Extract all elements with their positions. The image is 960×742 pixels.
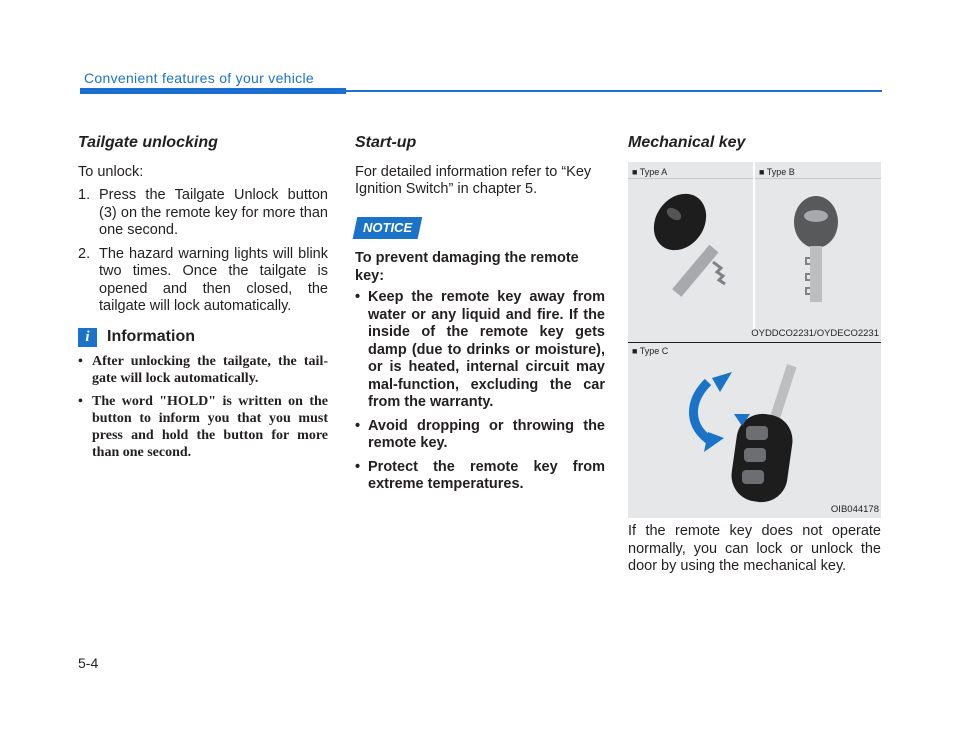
information-item: • After unlocking the tailgate, the tail-gate will lock automatically. [78,353,328,387]
key-type-c-figure [628,342,881,518]
tailgate-heading: Tailgate unlocking [78,134,218,151]
mechanical-key-text: If the remote key does not operate normally, you can lock or unlock the door by using the mechanical key. [628,523,881,574]
step-item [78,187,328,240]
mechanical-key-illustration [628,162,881,330]
mechanical-key-heading: Mechanical key [628,134,746,151]
notice-item: • Protect the remote key from extreme temperatures. [355,459,605,494]
step-text: Press the Tailgate Unlock button (3) on the remote key for more than one second. [99,187,328,238]
section-header: Convenient features of your vehicle [84,70,314,86]
type-c-label: ■ Type C [632,346,669,356]
startup-text: For detailed information refer to “Key Ignition Switch” in chapter 5. [355,163,592,197]
type-b-label: ■ Type B [759,167,795,177]
notice-item: • Keep the remote key away from water or any liquid and fire. If the inside of the remote key gets damp (due to drinks or moisture), or is heated, internal circuit may mal-function, excluding the car from the warranty. [355,289,605,412]
notice-list [355,289,605,494]
information-list [78,353,328,461]
notice-lead: To prevent damaging the remote key: [355,250,579,284]
startup-heading: Start-up [355,134,417,151]
notice-badge [353,217,423,239]
key-types-ab-figure [628,162,881,342]
notice-label: NOTICE [363,219,413,235]
key-b-icon [794,196,838,302]
figure-code: OYDDCO2231/OYDECO2231 [751,328,879,339]
folding-key-illustration [628,342,881,518]
information-title: Information [107,328,195,346]
figure-code: OIB044178 [830,504,879,515]
tailgate-steps [78,187,328,316]
column-tailgate [78,134,328,467]
key-a-icon [643,184,725,297]
step-text: The hazard warning lights will blink two times. Once the tailgate is opened and then closed, the tailgate will lock automatically. [99,245,328,314]
column-mechanical-key [628,134,878,164]
information-header [78,328,328,347]
column-startup [355,134,605,500]
info-icon: i [78,328,97,347]
header-bar [80,88,346,94]
step-item [78,246,328,316]
type-a-label: ■ Type A [632,167,668,177]
step-number: 2. [78,245,91,262]
step-number: 1. [78,187,91,203]
tailgate-intro: To unlock: [78,163,144,180]
information-item: • The word "HOLD" is written on the button to inform you that you must press and hold the button for more than one second. [78,393,328,461]
notice-item: • Avoid dropping or throwing the remote key. [355,418,605,453]
page-number: 5-4 [78,655,99,671]
header-rule [346,90,882,92]
